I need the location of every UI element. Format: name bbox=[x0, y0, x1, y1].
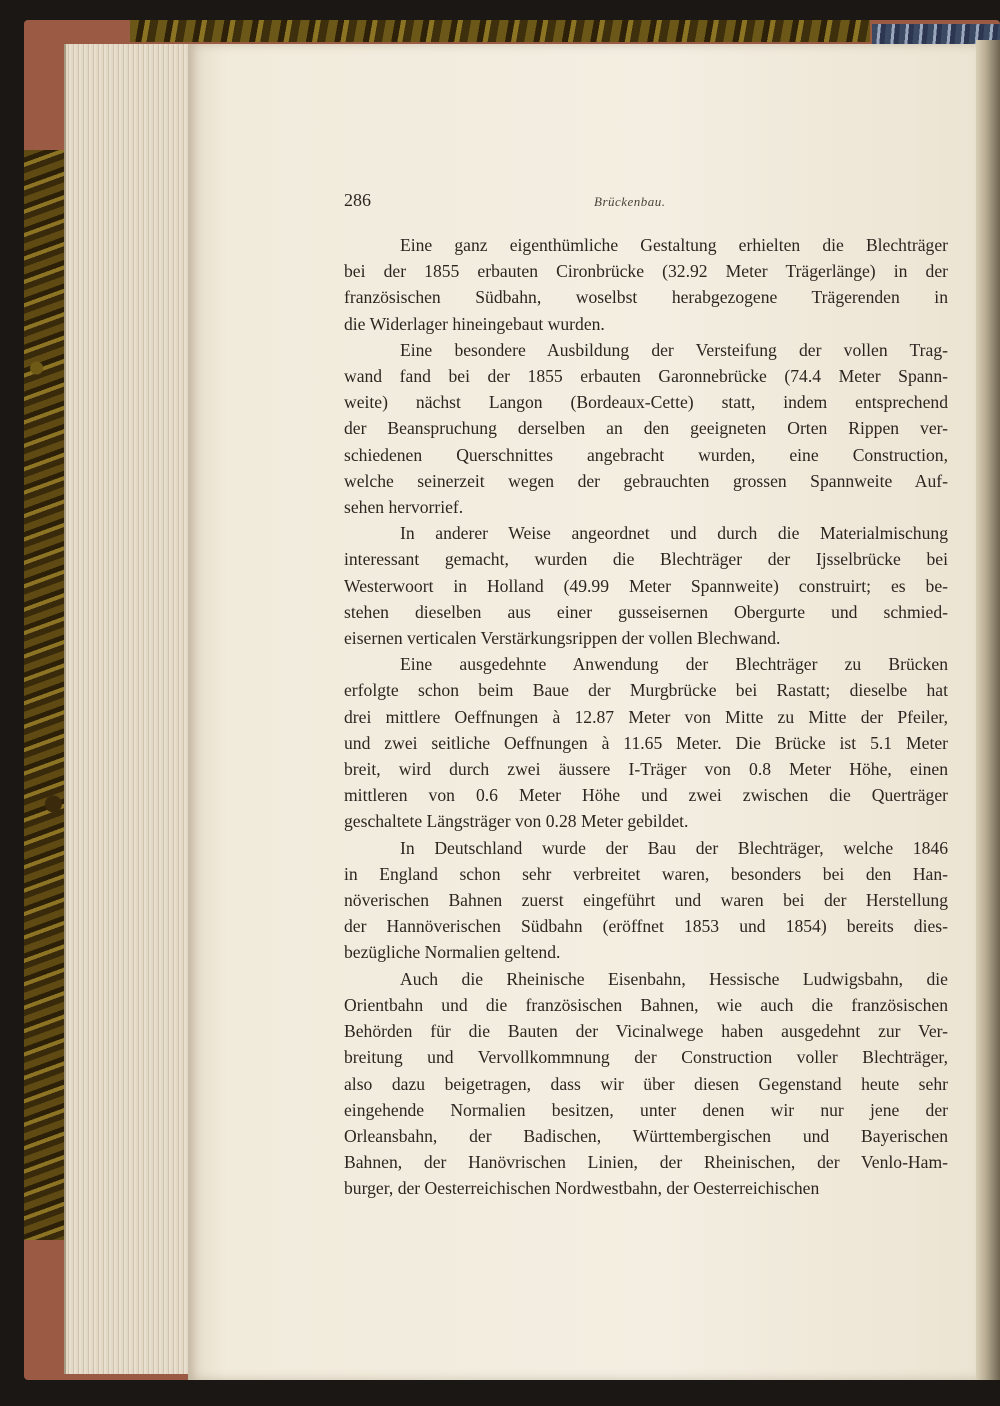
text-line: drei mittlere Oeffnungen à 12.87 Meter von Mitte zu Mitte der Pfeiler, bbox=[344, 706, 948, 727]
text-line: geschaltete Längsträger von 0.28 Meter gebildet. bbox=[344, 811, 689, 832]
text-line: növerischen Bahnen zuerst eingeführt und waren bei der Herstellung bbox=[344, 890, 948, 911]
text-line: und zwei seitliche Oeffnungen à 11.65 Meter. Die Brücke ist 5.1 Meter bbox=[344, 732, 948, 753]
text-line: burger, der Oesterreichischen Nordwestbahn, der Oesterreichischen bbox=[344, 1178, 820, 1199]
text-line: interessant gemacht, wurden die Blechträger der Ijsselbrücke bei bbox=[344, 549, 948, 570]
text-line: schiedenen Querschnittes angebracht wurden, eine Construction, bbox=[344, 444, 948, 465]
text-line: französischen Südbahn, woselbst herabgezogene Trägerenden in bbox=[344, 287, 948, 308]
paragraph bbox=[344, 966, 948, 1202]
text-line: eisernen verticalen Verstärkungsrippen der vollen Blechwand. bbox=[344, 628, 781, 649]
text-line: stehen dieselben aus einer gusseisernen Obergurte und schmied- bbox=[344, 601, 948, 622]
paragraph bbox=[344, 520, 948, 651]
text-line: Eine ganz eigenthümliche Gestaltung erhielten die Blechträger bbox=[400, 235, 948, 255]
body-text bbox=[344, 232, 948, 1202]
text-line: wand fand bei der 1855 erbauten Garonnebrücke (74.4 Meter Spann- bbox=[344, 366, 948, 387]
text-line: In Deutschland wurde der Bau der Blechträger, welche 1846 bbox=[400, 837, 948, 858]
text-line: breitung und Vervollkommnung der Construction voller Blechträger, bbox=[344, 1047, 948, 1068]
text-line: breit, wird durch zwei äussere I-Träger von 0.8 Meter Höhe, einen bbox=[344, 759, 948, 780]
text-line: die Widerlager hineingebaut wurden. bbox=[344, 313, 605, 334]
text-line: Bahnen, der Hanövrischen Linien, der Rheinischen, der Venlo-Ham- bbox=[344, 1152, 948, 1173]
text-line: bei der 1855 erbauten Cironbrücke (32.92 Meter Trägerlänge) in der bbox=[344, 261, 948, 282]
text-line: mittleren von 0.6 Meter Höhe und zwei zwischen die Querträger bbox=[344, 785, 948, 806]
text-line: eingehende Normalien besitzen, unter denen wir nur jene der bbox=[344, 1099, 948, 1120]
text-line: Orientbahn und die französischen Bahnen, wie auch die französischen bbox=[344, 994, 948, 1015]
marbled-cover-top bbox=[130, 20, 870, 42]
text-line: In anderer Weise angeordnet und durch die Materialmischung bbox=[400, 523, 948, 544]
text-line: der Hannöverischen Südbahn (eröffnet 1853 und 1854) bereits dies- bbox=[344, 916, 948, 937]
text-line: Behörden für die Bauten der Vicinalwege haben ausgedehnt zur Ver- bbox=[344, 1021, 948, 1042]
text-line: der Beanspruchung derselben an den geeigneten Orten Rippen ver- bbox=[344, 418, 948, 439]
paragraph bbox=[344, 835, 948, 966]
text-line: Auch die Rheinische Eisenbahn, Hessische Ludwigsbahn, die bbox=[400, 968, 948, 989]
text-line: Eine ausgedehnte Anwendung der Blechträger zu Brücken bbox=[400, 654, 948, 675]
text-line: Westerwoort in Holland (49.99 Meter Spannweite) construirt; es be- bbox=[344, 575, 948, 596]
book-gutter-edge bbox=[976, 40, 1000, 1380]
page-number: 286 bbox=[344, 190, 371, 210]
text-line: Orleansbahn, der Badischen, Württembergischen und Bayerischen bbox=[344, 1125, 948, 1146]
text-line: Eine besondere Ausbildung der Versteifung der vollen Trag- bbox=[400, 339, 948, 360]
text-line: in England schon sehr verbreitet waren, besonders bei den Han- bbox=[344, 863, 948, 884]
text-line: welche seinerzeit wegen der gebrauchten grossen Spannweite Auf- bbox=[344, 470, 948, 491]
running-head bbox=[344, 190, 944, 216]
page-block-edges bbox=[64, 44, 196, 1374]
text-line: bezügliche Normalien geltend. bbox=[344, 942, 561, 963]
text-line: sehen hervorrief. bbox=[344, 497, 464, 518]
paragraph bbox=[344, 651, 948, 834]
running-title: Brückenbau. bbox=[594, 194, 666, 209]
marbled-cover-edge bbox=[24, 150, 66, 1240]
paragraph bbox=[344, 337, 948, 520]
text-line: erfolgte schon beim Baue der Murgbrücke bei Rastatt; dieselbe hat bbox=[344, 680, 948, 701]
text-line: weite) nächst Langon (Bordeaux-Cette) statt, indem entsprechend bbox=[344, 392, 948, 413]
text-line: also dazu beigetragen, dass wir über diesen Gegenstand heute sehr bbox=[344, 1073, 948, 1094]
paragraph bbox=[344, 232, 948, 337]
